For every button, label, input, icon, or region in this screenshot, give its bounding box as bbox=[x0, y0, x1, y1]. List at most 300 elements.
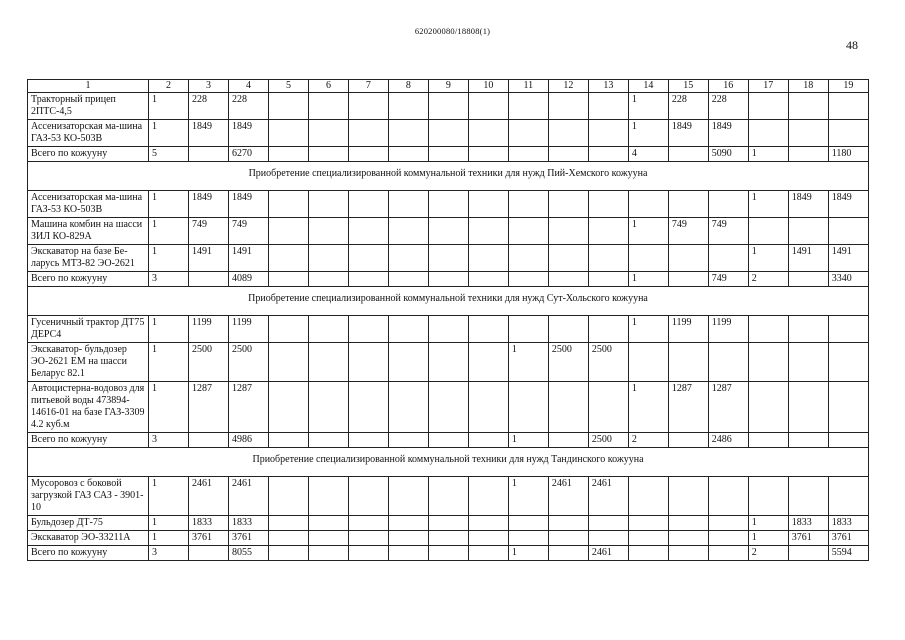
value-cell bbox=[548, 531, 588, 546]
value-cell bbox=[708, 546, 748, 561]
value-cell bbox=[828, 93, 868, 120]
value-cell bbox=[468, 147, 508, 162]
value-cell: 1 bbox=[149, 120, 189, 147]
column-header: 18 bbox=[788, 80, 828, 93]
value-cell bbox=[308, 93, 348, 120]
value-cell bbox=[468, 245, 508, 272]
value-cell: 2500 bbox=[588, 343, 628, 382]
value-cell bbox=[548, 546, 588, 561]
value-cell bbox=[788, 316, 828, 343]
value-cell bbox=[308, 245, 348, 272]
value-cell bbox=[628, 546, 668, 561]
value-cell: 2500 bbox=[588, 433, 628, 448]
value-cell: 1833 bbox=[788, 516, 828, 531]
value-cell bbox=[588, 120, 628, 147]
value-cell bbox=[468, 218, 508, 245]
item-name-cell: Машина комбин на шасси ЗИЛ КО-829А bbox=[28, 218, 149, 245]
procurement-table bbox=[27, 79, 869, 561]
value-cell: 1180 bbox=[828, 147, 868, 162]
item-name-cell: Автоцистерна-водовоз для питьевой воды 473894-14616-01 на базе ГАЗ-3309 4.2 куб.м bbox=[28, 382, 149, 433]
value-cell: 1491 bbox=[228, 245, 268, 272]
table-row bbox=[28, 516, 869, 531]
value-cell: 1 bbox=[149, 382, 189, 433]
item-name-cell: Ассенизаторская ма-шина ГАЗ-53 КО-503В bbox=[28, 191, 149, 218]
value-cell bbox=[748, 382, 788, 433]
value-cell bbox=[308, 343, 348, 382]
value-cell bbox=[588, 516, 628, 531]
value-cell: 1849 bbox=[189, 191, 229, 218]
value-cell bbox=[388, 316, 428, 343]
value-cell bbox=[388, 343, 428, 382]
value-cell: 1849 bbox=[828, 191, 868, 218]
value-cell bbox=[668, 245, 708, 272]
value-cell bbox=[308, 477, 348, 516]
value-cell: 1 bbox=[628, 218, 668, 245]
section-header-row bbox=[28, 287, 869, 316]
value-cell: 1199 bbox=[708, 316, 748, 343]
value-cell bbox=[828, 433, 868, 448]
value-cell bbox=[388, 531, 428, 546]
value-cell bbox=[708, 191, 748, 218]
value-cell: 1849 bbox=[668, 120, 708, 147]
value-cell bbox=[388, 382, 428, 433]
value-cell: 228 bbox=[189, 93, 229, 120]
value-cell: 4 bbox=[628, 147, 668, 162]
value-cell bbox=[388, 147, 428, 162]
value-cell: 3340 bbox=[828, 272, 868, 287]
value-cell: 1849 bbox=[788, 191, 828, 218]
value-cell bbox=[468, 316, 508, 343]
value-cell: 1287 bbox=[708, 382, 748, 433]
value-cell bbox=[628, 516, 668, 531]
value-cell bbox=[428, 516, 468, 531]
value-cell: 3761 bbox=[828, 531, 868, 546]
value-cell bbox=[668, 477, 708, 516]
value-cell bbox=[468, 516, 508, 531]
value-cell: 1849 bbox=[228, 191, 268, 218]
value-cell: 1199 bbox=[668, 316, 708, 343]
value-cell bbox=[588, 382, 628, 433]
table-row bbox=[28, 245, 869, 272]
value-cell: 1 bbox=[748, 191, 788, 218]
value-cell bbox=[388, 218, 428, 245]
value-cell bbox=[268, 477, 308, 516]
value-cell bbox=[548, 120, 588, 147]
column-header: 14 bbox=[628, 80, 668, 93]
column-header: 17 bbox=[748, 80, 788, 93]
value-cell bbox=[668, 546, 708, 561]
header-row bbox=[28, 80, 869, 93]
value-cell: 1 bbox=[149, 477, 189, 516]
value-cell bbox=[468, 531, 508, 546]
value-cell: 1 bbox=[748, 245, 788, 272]
value-cell: 3 bbox=[149, 433, 189, 448]
value-cell: 1 bbox=[508, 433, 548, 448]
value-cell bbox=[468, 93, 508, 120]
value-cell: 1 bbox=[628, 272, 668, 287]
value-cell bbox=[308, 433, 348, 448]
value-cell bbox=[508, 382, 548, 433]
value-cell bbox=[348, 191, 388, 218]
value-cell: 5594 bbox=[828, 546, 868, 561]
value-cell bbox=[268, 218, 308, 245]
value-cell: 2461 bbox=[228, 477, 268, 516]
value-cell bbox=[189, 147, 229, 162]
item-name-cell: Экскаватор на базе Бе-ларусь МТЗ-82 ЭО-2621 bbox=[28, 245, 149, 272]
value-cell: 1849 bbox=[189, 120, 229, 147]
value-cell: 4986 bbox=[228, 433, 268, 448]
value-cell: 1 bbox=[149, 245, 189, 272]
value-cell bbox=[748, 316, 788, 343]
value-cell: 2486 bbox=[708, 433, 748, 448]
value-cell bbox=[628, 531, 668, 546]
value-cell: 3 bbox=[149, 272, 189, 287]
value-cell bbox=[508, 191, 548, 218]
value-cell bbox=[428, 120, 468, 147]
document-id: 620200080/18808(1) bbox=[414, 26, 491, 36]
value-cell: 2461 bbox=[588, 546, 628, 561]
value-cell bbox=[268, 120, 308, 147]
column-header: 1 bbox=[28, 80, 149, 93]
value-cell: 228 bbox=[708, 93, 748, 120]
value-cell bbox=[308, 531, 348, 546]
column-header: 11 bbox=[508, 80, 548, 93]
value-cell bbox=[428, 147, 468, 162]
value-cell bbox=[348, 531, 388, 546]
value-cell bbox=[828, 382, 868, 433]
value-cell bbox=[468, 433, 508, 448]
value-cell bbox=[668, 531, 708, 546]
value-cell bbox=[628, 343, 668, 382]
value-cell bbox=[788, 546, 828, 561]
value-cell: 1 bbox=[149, 516, 189, 531]
value-cell bbox=[668, 433, 708, 448]
value-cell bbox=[788, 477, 828, 516]
value-cell bbox=[189, 433, 229, 448]
item-name-cell: Всего по кожууну bbox=[28, 433, 149, 448]
value-cell bbox=[788, 433, 828, 448]
column-header: 12 bbox=[548, 80, 588, 93]
value-cell bbox=[508, 218, 548, 245]
value-cell bbox=[548, 316, 588, 343]
value-cell: 749 bbox=[708, 272, 748, 287]
value-cell bbox=[748, 433, 788, 448]
value-cell bbox=[388, 272, 428, 287]
value-cell bbox=[268, 272, 308, 287]
column-header: 4 bbox=[228, 80, 268, 93]
value-cell: 1287 bbox=[668, 382, 708, 433]
value-cell bbox=[308, 120, 348, 147]
value-cell bbox=[788, 343, 828, 382]
value-cell bbox=[668, 516, 708, 531]
value-cell bbox=[588, 272, 628, 287]
value-cell: 1491 bbox=[788, 245, 828, 272]
section-title: Приобретение специализированной коммунальной техники для нужд Пий-Хемского кожууна bbox=[28, 162, 869, 191]
value-cell bbox=[468, 191, 508, 218]
value-cell bbox=[428, 316, 468, 343]
value-cell bbox=[348, 546, 388, 561]
value-cell: 1199 bbox=[228, 316, 268, 343]
value-cell: 1287 bbox=[228, 382, 268, 433]
value-cell: 749 bbox=[189, 218, 229, 245]
value-cell: 3761 bbox=[788, 531, 828, 546]
value-cell: 749 bbox=[228, 218, 268, 245]
item-name-cell: Всего по кожууну bbox=[28, 546, 149, 561]
value-cell bbox=[788, 93, 828, 120]
value-cell bbox=[508, 316, 548, 343]
value-cell bbox=[628, 477, 668, 516]
value-cell bbox=[748, 93, 788, 120]
value-cell: 1 bbox=[628, 120, 668, 147]
value-cell bbox=[308, 272, 348, 287]
value-cell: 1 bbox=[748, 516, 788, 531]
item-name-cell: Мусоровоз с боковой загрузкой ГАЗ САЗ - 3901-10 bbox=[28, 477, 149, 516]
table-row bbox=[28, 316, 869, 343]
value-cell: 1849 bbox=[228, 120, 268, 147]
value-cell bbox=[348, 147, 388, 162]
value-cell bbox=[348, 316, 388, 343]
section-header-row bbox=[28, 448, 869, 477]
value-cell bbox=[588, 531, 628, 546]
value-cell bbox=[588, 316, 628, 343]
column-header: 10 bbox=[468, 80, 508, 93]
total-row bbox=[28, 272, 869, 287]
value-cell bbox=[268, 546, 308, 561]
value-cell bbox=[268, 382, 308, 433]
value-cell bbox=[828, 343, 868, 382]
value-cell bbox=[788, 382, 828, 433]
value-cell: 2461 bbox=[588, 477, 628, 516]
value-cell bbox=[428, 433, 468, 448]
value-cell bbox=[268, 433, 308, 448]
value-cell bbox=[428, 272, 468, 287]
value-cell bbox=[548, 191, 588, 218]
table-row bbox=[28, 343, 869, 382]
value-cell bbox=[348, 218, 388, 245]
value-cell bbox=[388, 191, 428, 218]
value-cell bbox=[348, 382, 388, 433]
item-name-cell: Тракторный прицеп 2ПТС-4,5 bbox=[28, 93, 149, 120]
column-header: 9 bbox=[428, 80, 468, 93]
total-row bbox=[28, 147, 869, 162]
section-title: Приобретение специализированной коммунальной техники для нужд Сут-Хольского кожууна bbox=[28, 287, 869, 316]
value-cell bbox=[268, 93, 308, 120]
value-cell: 2461 bbox=[189, 477, 229, 516]
value-cell bbox=[428, 245, 468, 272]
value-cell bbox=[189, 272, 229, 287]
value-cell bbox=[348, 272, 388, 287]
value-cell bbox=[708, 343, 748, 382]
value-cell bbox=[468, 546, 508, 561]
value-cell bbox=[788, 272, 828, 287]
value-cell bbox=[508, 245, 548, 272]
column-header: 15 bbox=[668, 80, 708, 93]
value-cell bbox=[428, 531, 468, 546]
value-cell bbox=[308, 546, 348, 561]
value-cell bbox=[428, 382, 468, 433]
value-cell bbox=[748, 218, 788, 245]
value-cell bbox=[308, 191, 348, 218]
value-cell: 749 bbox=[708, 218, 748, 245]
value-cell bbox=[548, 433, 588, 448]
value-cell bbox=[748, 120, 788, 147]
value-cell: 1 bbox=[149, 343, 189, 382]
value-cell bbox=[828, 316, 868, 343]
value-cell bbox=[388, 93, 428, 120]
value-cell: 1 bbox=[628, 316, 668, 343]
total-row bbox=[28, 433, 869, 448]
value-cell bbox=[388, 120, 428, 147]
column-header: 8 bbox=[388, 80, 428, 93]
value-cell bbox=[708, 516, 748, 531]
item-name-cell: Всего по кожууну bbox=[28, 272, 149, 287]
value-cell bbox=[668, 272, 708, 287]
value-cell bbox=[548, 245, 588, 272]
item-name-cell: Бульдозер ДТ-75 bbox=[28, 516, 149, 531]
value-cell bbox=[268, 316, 308, 343]
value-cell bbox=[668, 343, 708, 382]
item-name-cell: Всего по кожууну bbox=[28, 147, 149, 162]
value-cell bbox=[588, 147, 628, 162]
value-cell bbox=[788, 147, 828, 162]
value-cell: 3761 bbox=[189, 531, 229, 546]
value-cell bbox=[628, 191, 668, 218]
column-header: 19 bbox=[828, 80, 868, 93]
value-cell bbox=[548, 147, 588, 162]
value-cell: 1 bbox=[628, 93, 668, 120]
value-cell: 1 bbox=[508, 546, 548, 561]
value-cell: 1 bbox=[748, 147, 788, 162]
value-cell: 2 bbox=[628, 433, 668, 448]
section-header-row bbox=[28, 162, 869, 191]
value-cell bbox=[708, 531, 748, 546]
value-cell bbox=[388, 433, 428, 448]
value-cell bbox=[788, 120, 828, 147]
value-cell bbox=[348, 120, 388, 147]
value-cell bbox=[268, 245, 308, 272]
value-cell bbox=[588, 93, 628, 120]
column-header: 3 bbox=[189, 80, 229, 93]
value-cell bbox=[668, 191, 708, 218]
column-header: 16 bbox=[708, 80, 748, 93]
value-cell bbox=[308, 316, 348, 343]
table-row bbox=[28, 93, 869, 120]
value-cell bbox=[268, 343, 308, 382]
value-cell bbox=[428, 477, 468, 516]
value-cell: 1 bbox=[149, 531, 189, 546]
value-cell bbox=[348, 433, 388, 448]
value-cell: 2 bbox=[748, 546, 788, 561]
value-cell bbox=[548, 272, 588, 287]
column-header: 6 bbox=[308, 80, 348, 93]
value-cell: 3 bbox=[149, 546, 189, 561]
value-cell bbox=[548, 516, 588, 531]
value-cell bbox=[628, 245, 668, 272]
value-cell bbox=[308, 218, 348, 245]
item-name-cell: Экскаватор ЭО-33211А bbox=[28, 531, 149, 546]
value-cell bbox=[308, 147, 348, 162]
value-cell bbox=[548, 93, 588, 120]
value-cell bbox=[828, 120, 868, 147]
value-cell bbox=[428, 191, 468, 218]
item-name-cell: Экскаватор- бульдозер ЭО-2621 ЕМ на шасси Беларус 82.1 bbox=[28, 343, 149, 382]
value-cell bbox=[348, 93, 388, 120]
value-cell: 1 bbox=[628, 382, 668, 433]
value-cell: 5 bbox=[149, 147, 189, 162]
value-cell bbox=[388, 546, 428, 561]
value-cell bbox=[468, 272, 508, 287]
value-cell: 3761 bbox=[228, 531, 268, 546]
value-cell bbox=[268, 191, 308, 218]
value-cell bbox=[788, 218, 828, 245]
value-cell: 1 bbox=[149, 316, 189, 343]
value-cell bbox=[308, 382, 348, 433]
value-cell bbox=[588, 218, 628, 245]
value-cell: 228 bbox=[668, 93, 708, 120]
value-cell bbox=[548, 218, 588, 245]
value-cell bbox=[388, 477, 428, 516]
value-cell bbox=[468, 382, 508, 433]
value-cell bbox=[508, 120, 548, 147]
value-cell bbox=[668, 147, 708, 162]
value-cell bbox=[308, 516, 348, 531]
value-cell: 4089 bbox=[228, 272, 268, 287]
table-row bbox=[28, 191, 869, 218]
column-header: 2 bbox=[149, 80, 189, 93]
value-cell bbox=[468, 477, 508, 516]
value-cell: 8055 bbox=[228, 546, 268, 561]
section-title: Приобретение специализированной коммунальной техники для нужд Тандинского кожууна bbox=[28, 448, 869, 477]
value-cell bbox=[428, 218, 468, 245]
total-row bbox=[28, 546, 869, 561]
page-number: 48 bbox=[846, 38, 858, 52]
value-cell: 1199 bbox=[189, 316, 229, 343]
value-cell bbox=[268, 531, 308, 546]
value-cell bbox=[588, 245, 628, 272]
value-cell: 1833 bbox=[828, 516, 868, 531]
value-cell: 1833 bbox=[189, 516, 229, 531]
item-name-cell: Гусеничный трактор ДТ75 ДЕРС4 bbox=[28, 316, 149, 343]
column-header: 7 bbox=[348, 80, 388, 93]
value-cell bbox=[508, 272, 548, 287]
value-cell bbox=[508, 531, 548, 546]
value-cell bbox=[428, 93, 468, 120]
value-cell bbox=[348, 477, 388, 516]
table-row bbox=[28, 531, 869, 546]
value-cell bbox=[348, 343, 388, 382]
value-cell: 2 bbox=[748, 272, 788, 287]
value-cell bbox=[708, 477, 748, 516]
table-row bbox=[28, 382, 869, 433]
value-cell: 2500 bbox=[189, 343, 229, 382]
value-cell: 1491 bbox=[189, 245, 229, 272]
value-cell: 1287 bbox=[189, 382, 229, 433]
value-cell bbox=[508, 516, 548, 531]
value-cell: 1 bbox=[149, 93, 189, 120]
value-cell bbox=[388, 516, 428, 531]
value-cell: 2500 bbox=[548, 343, 588, 382]
value-cell bbox=[428, 343, 468, 382]
value-cell bbox=[748, 343, 788, 382]
value-cell bbox=[508, 147, 548, 162]
value-cell bbox=[468, 120, 508, 147]
value-cell: 1 bbox=[748, 531, 788, 546]
table-row bbox=[28, 477, 869, 516]
value-cell: 749 bbox=[668, 218, 708, 245]
value-cell bbox=[348, 516, 388, 531]
value-cell: 1 bbox=[508, 343, 548, 382]
value-cell: 6270 bbox=[228, 147, 268, 162]
